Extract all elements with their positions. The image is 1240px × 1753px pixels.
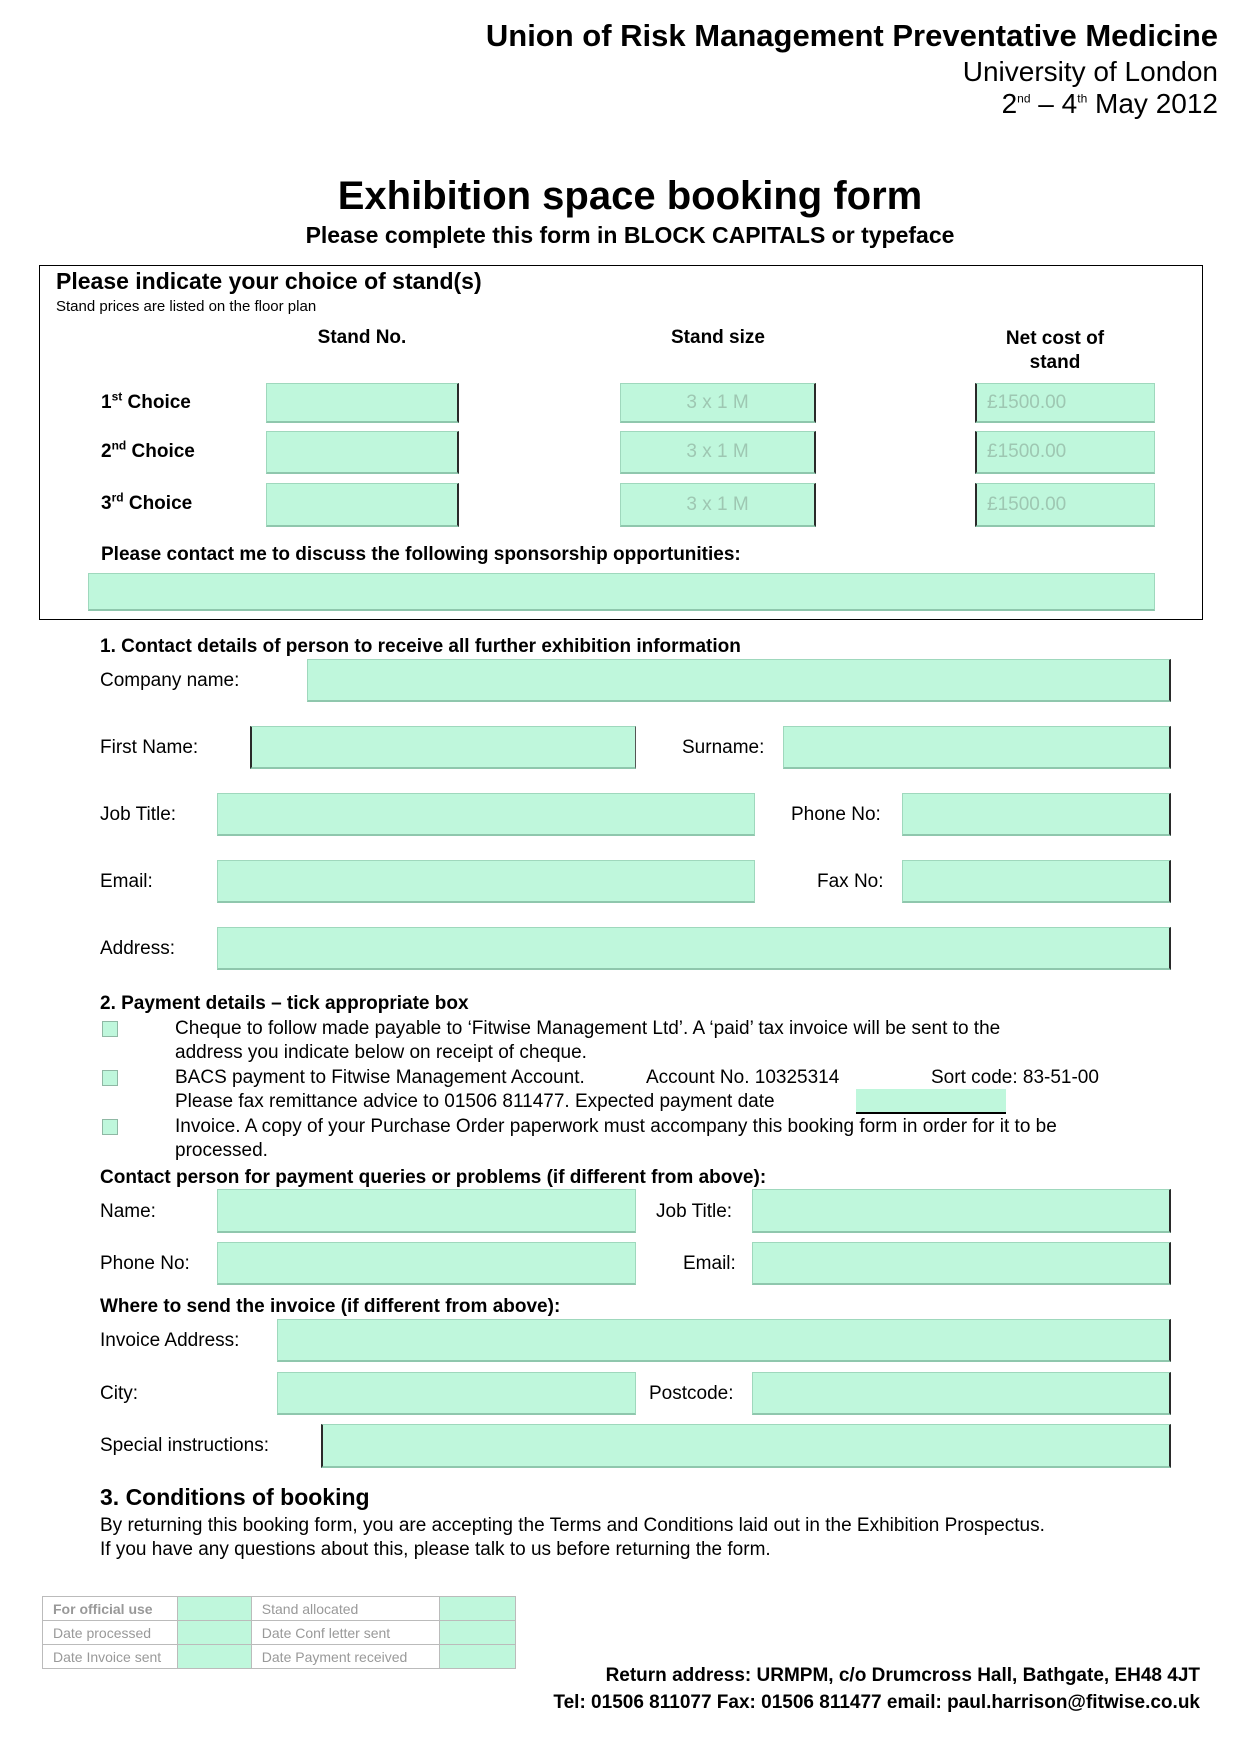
job-title-label: Job Title: (100, 804, 177, 825)
fax-input[interactable] (902, 860, 1171, 903)
query-job-title-input[interactable] (752, 1189, 1171, 1233)
date-payment-label: Date Payment received (251, 1645, 440, 1669)
address-input[interactable] (217, 927, 1171, 970)
payment-date-input[interactable] (856, 1089, 1006, 1114)
stand-price-note: Stand prices are listed on the floor plan (56, 298, 317, 315)
date-invoice-label: Date Invoice sent (43, 1645, 178, 1669)
surname-input[interactable] (783, 726, 1171, 769)
invoice-send-heading: Where to send the invoice (if different from above): (100, 1296, 561, 1317)
email-label: Email: (100, 871, 153, 892)
choice-3-stand-no-input[interactable] (266, 483, 459, 527)
conditions-heading: 3. Conditions of booking (100, 1484, 370, 1510)
company-input[interactable] (307, 659, 1171, 702)
date-processed-label: Date processed (43, 1621, 178, 1645)
choice-2-label: 2nd Choice (101, 438, 195, 462)
choice-2-stand-no-input[interactable] (266, 431, 459, 474)
date-payment-field[interactable] (440, 1645, 516, 1669)
query-phone-label: Phone No: (100, 1253, 190, 1274)
stand-allocated-field[interactable] (440, 1597, 516, 1621)
postcode-label: Postcode: (649, 1383, 734, 1404)
date-invoice-field[interactable] (178, 1645, 251, 1669)
sponsorship-label: Please contact me to discuss the following sponsorship opportunities: (101, 544, 741, 565)
stand-allocated-label: Stand allocated (251, 1597, 440, 1621)
first-name-input[interactable] (250, 726, 636, 769)
date-conf-letter-label: Date Conf letter sent (251, 1621, 440, 1645)
choice-2-size-input[interactable]: 3 x 1 M (620, 431, 816, 474)
choice-1-label: 1st Choice (101, 389, 191, 413)
choice-3-size-input[interactable]: 3 x 1 M (620, 483, 816, 527)
invoice-text: Invoice. A copy of your Purchase Order paperwork must accompany this booking form in order for it to be processed. (175, 1116, 1057, 1161)
job-title-input[interactable] (217, 793, 755, 836)
col-net-cost: Net cost of stand (1005, 328, 1105, 373)
invoice-address-input[interactable] (277, 1319, 1171, 1362)
event-dates: 2nd – 4th May 2012 (1001, 88, 1218, 119)
query-phone-input[interactable] (217, 1242, 636, 1285)
query-job-title-label: Job Title: (656, 1201, 733, 1222)
cheque-checkbox[interactable] (102, 1021, 118, 1037)
bacs-text: BACS payment to Fitwise Management Account. Account No. 10325314 Sort code: 83-51-00 Please fax remittance advice to 01506 811477. Expected payment date (175, 1067, 1099, 1112)
query-name-input[interactable] (217, 1189, 636, 1233)
return-address: Return address: URMPM, c/o Drumcross Hall, Bathgate, EH48 4JT (605, 1665, 1200, 1686)
city-label: City: (100, 1383, 138, 1404)
venue-text: University of London (962, 56, 1218, 87)
payment-heading: 2. Payment details – tick appropriate box (100, 993, 469, 1014)
choice-3-cost-input[interactable]: £1500.00 (975, 483, 1155, 527)
col-stand-no: Stand No. (317, 327, 407, 348)
bacs-checkbox[interactable] (102, 1070, 118, 1086)
cheque-text: Cheque to follow made payable to ‘Fitwise Management Ltd’. A ‘paid’ tax invoice will be sent to the address you indicate below on receipt of cheque. (175, 1018, 1001, 1063)
col-stand-size: Stand size (671, 327, 765, 348)
choice-1-stand-no-input[interactable] (266, 383, 459, 423)
query-email-input[interactable] (752, 1242, 1171, 1285)
company-label: Company name: (100, 670, 240, 691)
queries-heading: Contact person for payment queries or problems (if different from above): (100, 1167, 767, 1188)
contact-line: Tel: 01506 811077 Fax: 01506 811477 email: paul.harrison@fitwise.co.uk (553, 1692, 1200, 1713)
surname-label: Surname: (682, 737, 765, 758)
official-use-label: For official use (43, 1597, 178, 1621)
date-conf-letter-field[interactable] (440, 1621, 516, 1645)
invoice-address-label: Invoice Address: (100, 1330, 240, 1351)
email-input[interactable] (217, 860, 755, 903)
invoice-checkbox[interactable] (102, 1119, 118, 1135)
choice-2-cost-input[interactable]: £1500.00 (975, 431, 1155, 474)
contact-heading: 1. Contact details of person to receive all further exhibition information (100, 636, 741, 657)
date-processed-field[interactable] (178, 1621, 251, 1645)
first-name-label: First Name: (100, 737, 199, 758)
choice-1-size-input[interactable]: 3 x 1 M (620, 383, 816, 423)
stand-choice-heading: Please indicate your choice of stand(s) (56, 268, 482, 294)
sponsorship-input[interactable] (88, 573, 1155, 611)
choice-3-label: 3rd Choice (101, 490, 193, 514)
form-title: Exhibition space booking form (337, 174, 923, 218)
phone-label: Phone No: (791, 804, 881, 825)
postcode-input[interactable] (752, 1372, 1171, 1415)
conditions-text: By returning this booking form, you are accepting the Terms and Conditions laid out in the Exhibition Prospectus. If you have any questions about this, please talk to us before returning the form. (100, 1515, 1045, 1560)
organisation-title: Union of Risk Management Preventative Medicine (485, 18, 1218, 53)
official-use-table (42, 1596, 516, 1669)
official-use-field[interactable] (178, 1597, 251, 1621)
choice-1-cost-input[interactable]: £1500.00 (975, 383, 1155, 423)
query-email-label: Email: (683, 1253, 736, 1274)
form-subtitle: Please complete this form in BLOCK CAPITALS or typeface (305, 222, 955, 248)
city-input[interactable] (277, 1372, 636, 1415)
special-instructions-input[interactable] (321, 1424, 1171, 1468)
query-name-label: Name: (100, 1201, 156, 1222)
phone-input[interactable] (902, 793, 1171, 836)
special-instructions-label: Special instructions: (100, 1435, 269, 1456)
fax-label: Fax No: (817, 871, 884, 892)
address-label: Address: (100, 938, 175, 959)
